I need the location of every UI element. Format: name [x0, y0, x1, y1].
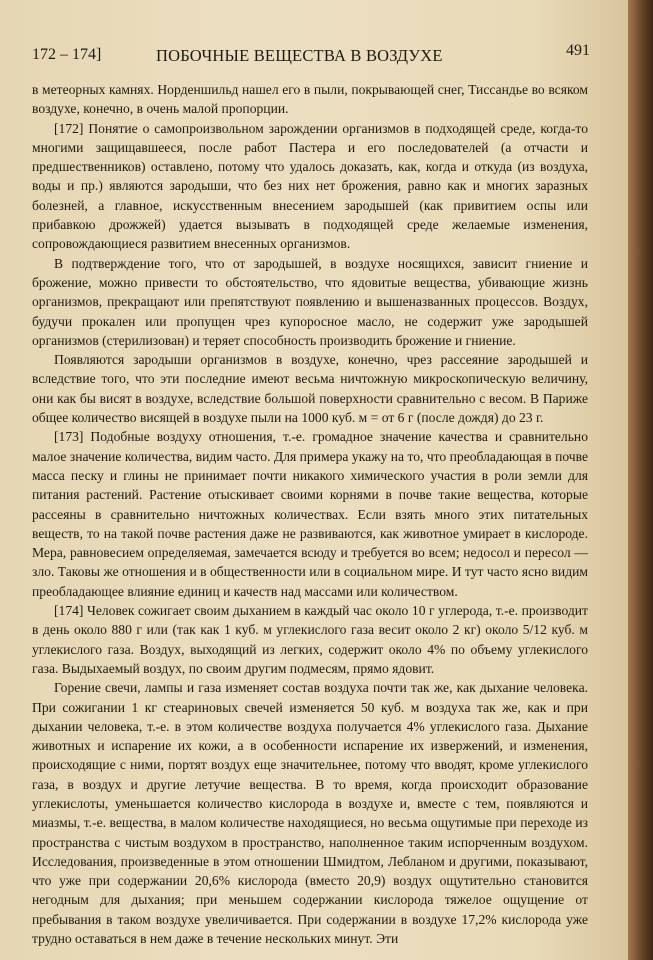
page-number: 491	[566, 42, 590, 59]
paragraph: Горение свечи, лампы и газа изменяет состав воздуха почти так же, как дыхание человека. При сожигании 1 кг стеариновых свечей изменяется 50 куб. м воздуха так же, как и при дыхании человека, т.-е. в этом количестве воздуха получается 4% углекислого газа. Дыхание животных и испарение их кожи, а в особенности испарение их извержений, и изменения, происходящие с ними, портят воздух еще значительнее, потому что вводят, кроме углекислого газа, в воздух и другие летучие вещества. В то время, когда происходит образование углекислоты, уменьшается количество кислорода в воздухе и, вместе с тем, появляются и миазмы, т.-е. вещества, в малом количестве находящиеся, но весьма ощутимые при переходе из пространства с чистым воздухом в пространство, наполненное таким испорченным воздухом. Исследования, произведенные в этом отношении Шмидтом, Лебланом и другими, показывают, что уже при содержании 20,6% кислорода (вместо 20,9) воздух ощутительно становится негодным для дыхания; при меньшем содержании кислорода тяжелое ощущение от пребывания в таком воздухе увеличивается. При содержании в воздухе 17,2% кислорода уже трудно оставаться в нем даже в течение нескольких минут. Эти	[32, 680, 588, 947]
paragraph: [172] Понятие о самопроизвольном зарождении организмов в подходящей среде, когда-то многими защищавшееся, после работ Пастера и его последователей (а отчасти и предшественников) оставлено, потому что удалось доказать, как, когда и откуда (из воздуха, воды и пр.) являются зародыши, что без них нет брожения, равно как и многих заразных болезней, а главное, искусственным внесением зародышей (как привитием оспы или прибавкою дрожжей) удается вызывать в подходящей среде желаемые изменения, сопровождающиеся развитием внесенных организмов.	[32, 120, 588, 252]
paragraph: в метеорных камнях. Норденшильд нашел его в пыли, покрывающей снег, Тиссандье во всяком воздухе, конечно, в очень малой пропорции.	[32, 82, 588, 117]
paragraph: Появляются зародыши организмов в воздухе, конечно, чрез рассеяние зародышей и вследствие того, что эти последние имеют весьма ничтожную микроскопическую величину, они как бы висят в воздухе, вследствие большой поверхности сравнительно с весом. В Париже общее количество висящей в воздухе пыли на 1000 куб. м = от 6 г (после дождя) до 23 г.	[32, 352, 588, 426]
book-binding-edge	[628, 0, 653, 960]
paragraph: [173] Подобные воздуху отношения, т.-е. громадное значение качества и сравнительно малое значение количества, видим часто. Для примера укажу на то, что преобладающая в почве масса песку и глины не принимает почти никакого химического участия в роли земли для питания растений. Растение отыскивает своими корнями в почве такие вещества, которые рассеяны в сравнительно ничтожных количествах. Если взять много этих питательных веществ, то на такой почве растения даже не развиваются, как животное умирает в кислороде. Мера, равновесием определяемая, замечается всюду и требуется во всем; недосол и пересол — зло. Таковы же отношения и в общественности или в социальном мире. И тут часто ясно видим преобладающее влияние единиц и качеств над массами или количеством.	[32, 429, 588, 599]
section-range: 172 – 174]	[32, 46, 102, 63]
page-body	[32, 80, 588, 948]
running-header	[32, 42, 590, 66]
paragraph: [174] Человек сожигает своим дыханием в каждый час около 10 г углерода, т.-е. производит в день около 880 г или (так как 1 куб. м углекислого газа весит около 2 кг) около 5/12 куб. м углекислого газа. Воздух, выходящий из легких, содержит около 4% по объему углекислого газа. Выдыхаемый воздух, по своим другим подмесям, прямо ядовит.	[32, 603, 588, 676]
paragraph: В подтверждение того, что от зародышей, в воздухе носящихся, зависит гниение и брожение, можно привести то обстоятельство, что ядовитые вещества, убивающие жизнь организмов, прекращают или препятствуют появлению и вышеназванных процессов. Воздух, будучи прокален или пропущен чрез купоросное масло, не содержит уже зародышей организмов (стерилизован) и теряет способность производить брожение и гниение.	[32, 255, 588, 348]
running-title: ПОБОЧНЫЕ ВЕЩЕСТВА В ВОЗДУХЕ	[156, 46, 443, 65]
